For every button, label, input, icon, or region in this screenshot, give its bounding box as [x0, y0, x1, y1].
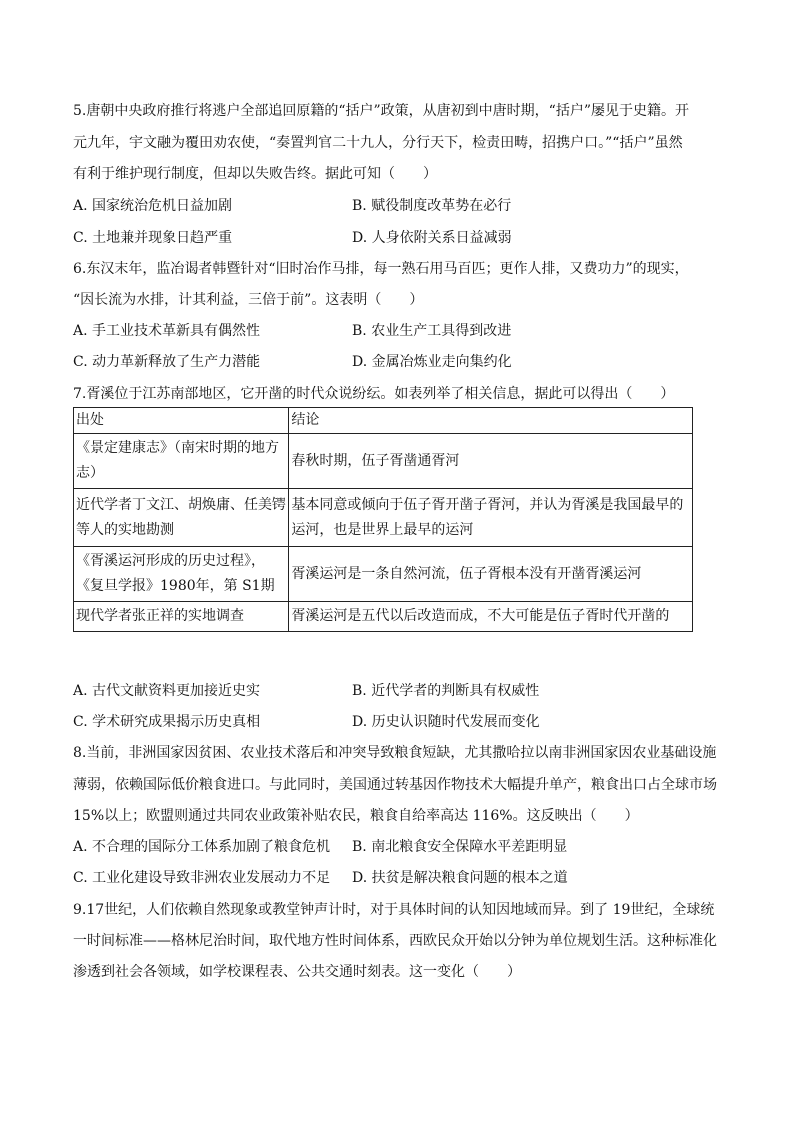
cell-text-line: 运河，也是世界上最早的运河: [291, 521, 474, 538]
table-cell-source: 现代学者张正祥的实地调查: [74, 602, 289, 632]
table-cell-source: [74, 434, 289, 489]
q8-option-c[interactable]: C. 工业化建设导致非洲农业发展动力不足: [73, 870, 331, 886]
q7-option-d[interactable]: D. 历史认识随时代发展而变化: [352, 714, 540, 730]
table-header-row: [74, 408, 693, 434]
q8-stem-line-1: 8.当前，非洲国家因贫困、农业技术落后和冲突导致粮食短缺，尤其撒哈拉以南非洲国家因农业基础设施: [73, 745, 717, 761]
table-cell-source: [74, 489, 289, 547]
q7-option-c[interactable]: C. 学术研究成果揭示历史真相: [73, 714, 261, 730]
table-row: [74, 434, 693, 489]
q6-option-c[interactable]: C. 动力革新释放了生产力潜能: [73, 354, 261, 370]
q6-option-d[interactable]: D. 金属冶炼业走向集约化: [352, 354, 512, 370]
q8-stem-line-3: 15%以上；欧盟则通过共同农业政策补贴农民，粮食自给率高达 116%。这反映出（ ）: [73, 808, 639, 824]
q5-stem-line-3: 有利于维护现行制度，但却以失败告终。据此可知（ ）: [73, 166, 437, 182]
q9-stem-line-2: 一时间标准——格林尼治时间，取代地方性时间体系，西欧民众开始以分钟为单位规划生活。这种标准化: [73, 933, 717, 949]
q8-stem-line-2: 薄弱，依赖国际低价粮食进口。与此同时，美国通过转基因作物技术大幅提升单产，粮食出口占全球市场: [73, 777, 717, 793]
q5-stem-line-1: 5.唐朝中央政府推行将逃户全部追回原籍的“括户”政策，从唐初到中唐时期，“括户”屡见于史籍。开: [73, 103, 689, 119]
cell-text-line: 等人的实地勘测: [76, 521, 174, 538]
table-cell-conclusion: 春秋时期，伍子胥凿通胥河: [289, 434, 693, 489]
q5-option-b[interactable]: B. 赋役制度改革势在必行: [352, 198, 512, 214]
q5-option-c[interactable]: C. 土地兼并现象日趋严重: [73, 230, 233, 246]
table-cell-source: [74, 547, 289, 602]
table-row: [74, 489, 693, 547]
q6-stem-line-2: “因长流为水排，计其利益，三倍于前”。这表明（ ）: [73, 292, 424, 308]
cell-text-line: 《胥溪运河形成的历史过程》，: [76, 553, 265, 569]
table-cell-conclusion: [289, 489, 693, 547]
q9-stem-line-3: 渗透到社会各领域，如学校课程表、公共交通时刻表。这一变化（ ）: [73, 964, 521, 980]
table-cell-conclusion: 胥溪运河是五代以后改造而成，不大可能是伍子胥时代开凿的: [289, 602, 693, 632]
q8-option-d[interactable]: D. 扶贫是解决粮食问题的根本之道: [352, 870, 568, 886]
table-row: [74, 602, 693, 632]
q5-option-d[interactable]: D. 人身依附关系日益减弱: [352, 230, 512, 246]
cell-text-line: 《复旦学报》1980年，第 S1期: [76, 578, 275, 594]
table-row: [74, 547, 693, 602]
q6-option-b[interactable]: B. 农业生产工具得到改进: [352, 323, 512, 339]
q8-option-a[interactable]: A. 不合理的国际分工体系加剧了粮食危机: [73, 839, 331, 855]
q7-stem: 7.胥溪位于江苏南部地区，它开凿的时代众说纷纭。如表列举了相关信息，据此可以得出（ ）: [73, 386, 675, 402]
q6-option-a[interactable]: A. 手工业技术革新具有偶然性: [73, 323, 261, 339]
q7-table: [73, 407, 693, 632]
cell-text-line: 《景定建康志》（南宋时期的地方: [76, 440, 279, 456]
cell-text-line: 志）: [76, 465, 104, 481]
q6-stem-line-1: 6.东汉末年，监冶谒者韩暨针对“旧时冶作马排，每一熟石用马百匹；更作人排，又费功力”的现实，: [73, 261, 689, 277]
table-cell-conclusion: 胥溪运河是一条自然河流，伍子胥根本没有开凿胥溪运河: [289, 547, 693, 602]
q7-option-a[interactable]: A. 古代文献资料更加接近史实: [73, 683, 261, 699]
q5-stem-line-2: 元九年，宇文融为覆田劝农使，“奏置判官二十九人，分行天下，检责田畴，招携户口。”“括户”虽然: [73, 135, 683, 151]
cell-text-line: 近代学者丁文江、胡焕庸、任美锷: [76, 496, 286, 513]
q8-option-b[interactable]: B. 南北粮食安全保障水平差距明显: [352, 839, 568, 855]
q7-option-b[interactable]: B. 近代学者的判断具有权威性: [352, 683, 540, 699]
q9-stem-line-1: 9.17世纪，人们依赖自然现象或教堂钟声计时，对于具体时间的认知因地域而异。到了 19世纪，全球统: [73, 902, 715, 918]
table-header-source: 出处: [74, 408, 289, 434]
cell-text-line: 基本同意或倾向于伍子胥开凿子胥河，并认为胥溪是我国最早的: [291, 496, 684, 513]
q5-option-a[interactable]: A. 国家统治危机日益加剧: [73, 198, 233, 214]
table-header-conclusion: 结论: [289, 408, 693, 434]
